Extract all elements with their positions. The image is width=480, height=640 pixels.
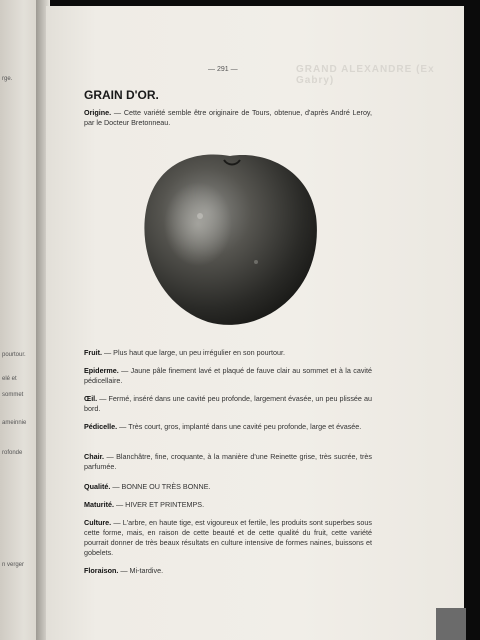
entry-pedicelle bbox=[84, 422, 372, 432]
entry-qualite bbox=[84, 482, 372, 492]
entry-oeil bbox=[84, 394, 372, 414]
entry-term: Epiderme. bbox=[84, 366, 119, 375]
left-page-fragment: n verger bbox=[2, 562, 25, 568]
bleed-through-heading: GRAND ALEXANDRE (Ex Gabry) bbox=[296, 64, 435, 86]
entry-term: Qualité. bbox=[84, 482, 111, 491]
entry-text: — L'arbre, en haute tige, est vigoureux et fertile, les produits sont superbes sous cette forme, mais, en raison de cette beauté et de cette qualité du fruit, cette variété pourrait donner de très beaux résultats en culture intensive de formes naines, buissons et gobelets. bbox=[84, 518, 372, 557]
entry-floraison bbox=[84, 566, 372, 576]
entry-text: — Plus haut que large, un peu irrégulier en son pourtour. bbox=[101, 348, 285, 357]
entry-term: Pédicelle. bbox=[84, 422, 118, 431]
entry-term: Œil. bbox=[84, 394, 98, 403]
entry-fruit bbox=[84, 348, 372, 358]
entry-culture bbox=[84, 518, 372, 558]
left-page-fragment: pourtour. bbox=[2, 352, 26, 358]
entry-text: — Jaune pâle finement lavé et plaqué de fauve clair au sommet et à la cavité pédicellaire. bbox=[84, 366, 372, 385]
page-number: — 291 — bbox=[208, 66, 238, 73]
entry-chair bbox=[84, 452, 372, 472]
left-page-fragment: sommet bbox=[2, 392, 24, 398]
entry-text: — Fermé, inséré dans une cavité peu profonde, largement évasée, un peu plissée au bord. bbox=[84, 394, 372, 413]
book-page bbox=[46, 6, 464, 640]
left-page-fragment: ameinnie bbox=[2, 420, 27, 426]
watermark-corner bbox=[436, 608, 466, 640]
left-page-fragment: elé et bbox=[2, 376, 17, 382]
entry-term: Chair. bbox=[84, 452, 104, 461]
entry-term: Maturité. bbox=[84, 500, 114, 509]
entry-text: — Blanchâtre, fine, croquante, à la manière d'une Reinette grise, très sucrée, très parfumée. bbox=[84, 452, 372, 471]
entry-text: — Cette variété semble être originaire de Tours, obtenue, d'après André Leroy, par le Docteur Bretonneau. bbox=[84, 108, 372, 127]
entry-term: Floraison. bbox=[84, 566, 119, 575]
entry-maturite bbox=[84, 500, 372, 510]
entry-text: — HIVER ET PRINTEMPS. bbox=[113, 500, 205, 509]
apple-photo bbox=[138, 146, 322, 328]
page-title: GRAIN D'OR. bbox=[84, 88, 159, 102]
entry-text: — BONNE OU TRÈS BONNE. bbox=[110, 482, 211, 491]
entry-text: — Mi-tardive. bbox=[118, 566, 164, 575]
origin-paragraph bbox=[84, 108, 372, 128]
left-page-fragment: rofonde bbox=[2, 450, 23, 456]
left-page-edge bbox=[0, 0, 40, 640]
left-page-fragment: rge. bbox=[2, 76, 13, 82]
entry-term: Culture. bbox=[84, 518, 112, 527]
entry-text: — Très court, gros, implanté dans une cavité peu profonde, large et évasée. bbox=[117, 422, 362, 431]
entry-term: Origine. bbox=[84, 108, 112, 117]
entry-epiderme bbox=[84, 366, 372, 386]
entry-term: Fruit. bbox=[84, 348, 102, 357]
